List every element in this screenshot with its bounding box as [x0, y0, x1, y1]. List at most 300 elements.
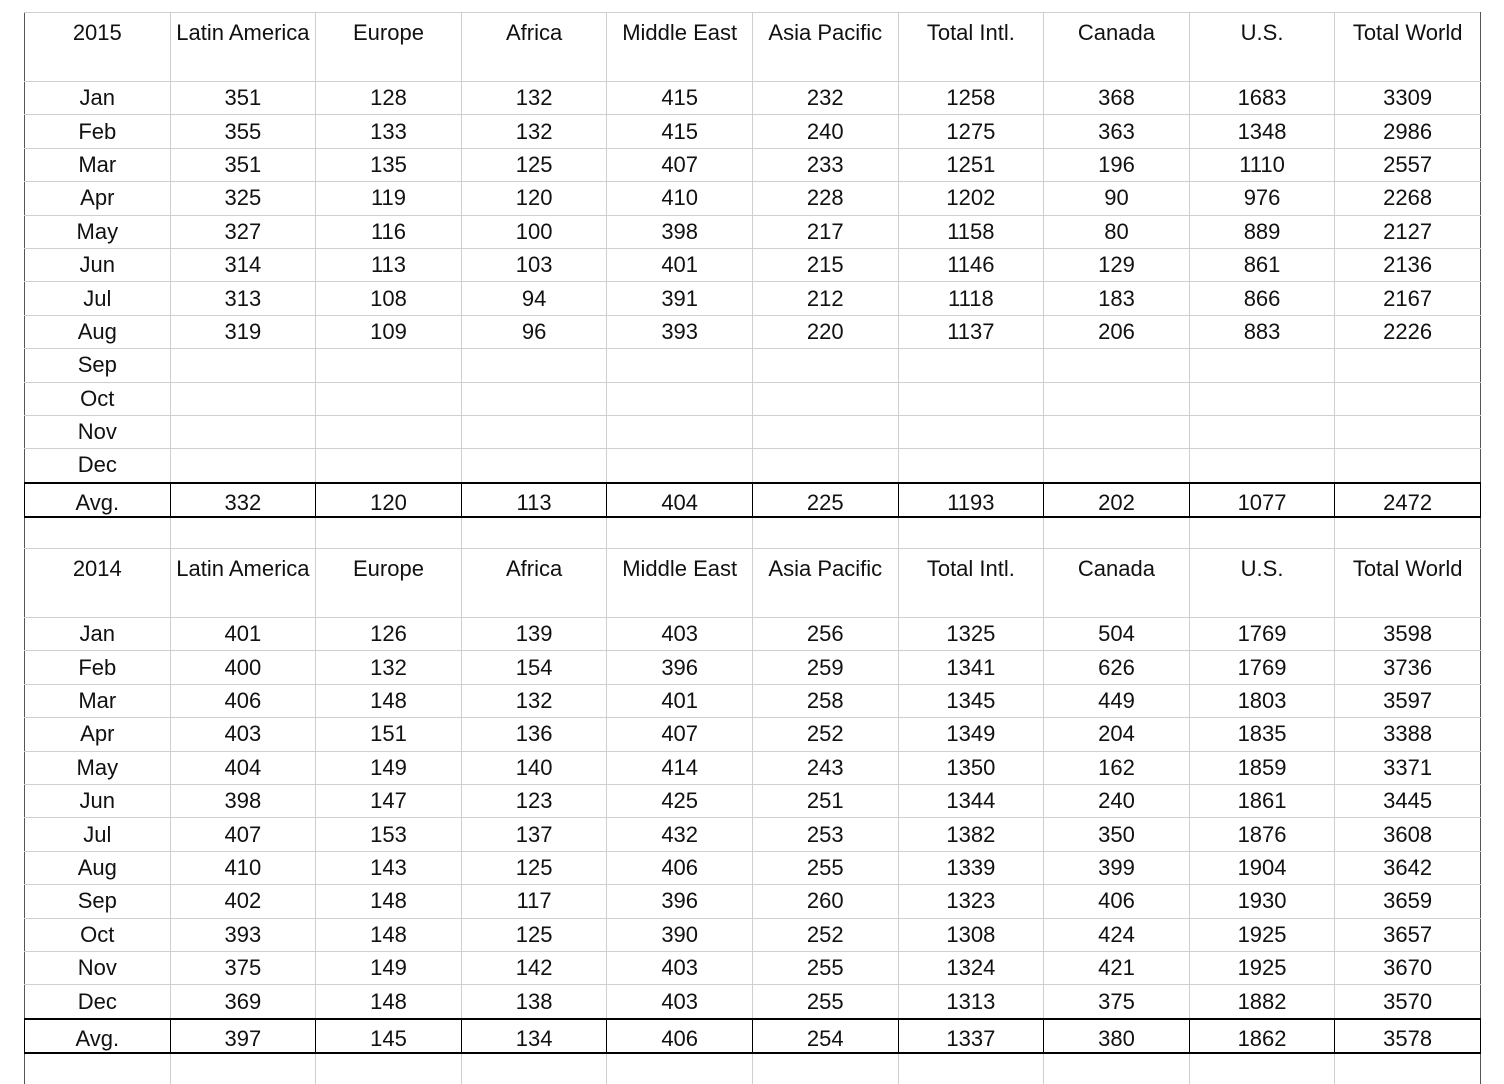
table-cell[interactable]: 113	[316, 248, 462, 281]
table-cell[interactable]: 1325	[898, 618, 1044, 651]
table-cell[interactable]: 252	[752, 918, 898, 951]
table-cell[interactable]	[1189, 415, 1335, 448]
table-cell[interactable]: 369	[170, 985, 316, 1019]
table-cell[interactable]: 1345	[898, 684, 1044, 717]
table-cell[interactable]: 1930	[1189, 885, 1335, 918]
table-cell[interactable]: 126	[316, 618, 462, 651]
table-cell[interactable]: 1904	[1189, 851, 1335, 884]
table-cell[interactable]: 400	[170, 651, 316, 684]
table-cell[interactable]: 351	[170, 82, 316, 115]
table-cell[interactable]: 1308	[898, 918, 1044, 951]
table-cell[interactable]	[170, 1053, 316, 1084]
table-cell[interactable]: 449	[1044, 684, 1190, 717]
table-cell[interactable]: 889	[1189, 215, 1335, 248]
row-label-cell[interactable]: May	[25, 215, 171, 248]
table-cell[interactable]: 2268	[1335, 182, 1481, 215]
table-cell[interactable]: 148	[316, 985, 462, 1019]
table-cell[interactable]	[752, 1053, 898, 1084]
table-cell[interactable]: 103	[461, 248, 607, 281]
table-cell[interactable]: 1339	[898, 851, 1044, 884]
table-cell[interactable]	[1044, 1053, 1190, 1084]
table-cell[interactable]: 313	[170, 282, 316, 315]
column-header-cell[interactable]: 2014	[25, 549, 171, 618]
table-cell[interactable]: 139	[461, 618, 607, 651]
table-cell[interactable]: 215	[752, 248, 898, 281]
table-cell[interactable]	[1044, 349, 1190, 382]
column-header-cell[interactable]: Total World	[1335, 13, 1481, 82]
table-cell[interactable]: 149	[316, 751, 462, 784]
table-cell[interactable]	[316, 415, 462, 448]
table-cell[interactable]: 380	[1044, 1019, 1190, 1053]
table-cell[interactable]: 128	[316, 82, 462, 115]
row-label-cell[interactable]: Sep	[25, 885, 171, 918]
table-cell[interactable]: 1137	[898, 315, 1044, 348]
table-cell[interactable]: 204	[1044, 718, 1190, 751]
table-cell[interactable]: 142	[461, 951, 607, 984]
table-cell[interactable]: 183	[1044, 282, 1190, 315]
table-cell[interactable]: 403	[607, 985, 753, 1019]
table-cell[interactable]: 3736	[1335, 651, 1481, 684]
table-cell[interactable]: 259	[752, 651, 898, 684]
table-cell[interactable]: 134	[461, 1019, 607, 1053]
table-cell[interactable]: 403	[607, 951, 753, 984]
column-header-cell[interactable]: 2015	[25, 13, 171, 82]
row-label-cell[interactable]	[25, 1053, 171, 1084]
row-label-cell[interactable]: Apr	[25, 718, 171, 751]
row-label-cell[interactable]: Nov	[25, 951, 171, 984]
row-label-cell[interactable]: Avg.	[25, 1019, 171, 1053]
table-cell[interactable]: 1925	[1189, 918, 1335, 951]
table-cell[interactable]: 866	[1189, 282, 1335, 315]
table-cell[interactable]	[461, 449, 607, 483]
table-cell[interactable]: 132	[461, 115, 607, 148]
table-cell[interactable]: 404	[170, 751, 316, 784]
table-cell[interactable]: 154	[461, 651, 607, 684]
table-cell[interactable]: 113	[461, 483, 607, 517]
table-cell[interactable]: 258	[752, 684, 898, 717]
table-cell[interactable]: 3578	[1335, 1019, 1481, 1053]
table-cell[interactable]	[461, 517, 607, 549]
row-label-cell[interactable]: Feb	[25, 651, 171, 684]
table-cell[interactable]: 1158	[898, 215, 1044, 248]
table-cell[interactable]: 883	[1189, 315, 1335, 348]
table-cell[interactable]	[607, 517, 753, 549]
table-cell[interactable]: 406	[607, 1019, 753, 1053]
table-cell[interactable]: 1323	[898, 885, 1044, 918]
table-cell[interactable]	[1189, 517, 1335, 549]
table-cell[interactable]: 1251	[898, 148, 1044, 181]
table-cell[interactable]: 1313	[898, 985, 1044, 1019]
table-cell[interactable]: 414	[607, 751, 753, 784]
table-cell[interactable]: 1835	[1189, 718, 1335, 751]
table-cell[interactable]: 391	[607, 282, 753, 315]
row-label-cell[interactable]: Jan	[25, 82, 171, 115]
table-cell[interactable]: 1337	[898, 1019, 1044, 1053]
table-cell[interactable]: 240	[752, 115, 898, 148]
table-cell[interactable]: 2136	[1335, 248, 1481, 281]
column-header-cell[interactable]: Canada	[1044, 13, 1190, 82]
table-cell[interactable]: 325	[170, 182, 316, 215]
table-cell[interactable]: 3642	[1335, 851, 1481, 884]
row-label-cell[interactable]: Jul	[25, 282, 171, 315]
row-label-cell[interactable]: Mar	[25, 684, 171, 717]
table-cell[interactable]: 1683	[1189, 82, 1335, 115]
table-cell[interactable]: 1344	[898, 785, 1044, 818]
table-cell[interactable]: 406	[170, 684, 316, 717]
table-cell[interactable]	[752, 382, 898, 415]
column-header-cell[interactable]: Africa	[461, 549, 607, 618]
table-cell[interactable]: 396	[607, 885, 753, 918]
table-cell[interactable]: 136	[461, 718, 607, 751]
table-cell[interactable]: 393	[170, 918, 316, 951]
table-cell[interactable]: 404	[607, 483, 753, 517]
table-cell[interactable]	[170, 415, 316, 448]
column-header-cell[interactable]: Middle East	[607, 549, 753, 618]
table-cell[interactable]: 228	[752, 182, 898, 215]
column-header-cell[interactable]: Europe	[316, 549, 462, 618]
table-cell[interactable]: 251	[752, 785, 898, 818]
table-cell[interactable]: 2167	[1335, 282, 1481, 315]
table-cell[interactable]: 1882	[1189, 985, 1335, 1019]
table-cell[interactable]: 256	[752, 618, 898, 651]
table-cell[interactable]: 255	[752, 851, 898, 884]
table-cell[interactable]: 3670	[1335, 951, 1481, 984]
table-cell[interactable]: 196	[1044, 148, 1190, 181]
row-label-cell[interactable]: Jan	[25, 618, 171, 651]
table-cell[interactable]	[1335, 449, 1481, 483]
table-cell[interactable]	[461, 1053, 607, 1084]
table-cell[interactable]	[1044, 517, 1190, 549]
table-cell[interactable]: 350	[1044, 818, 1190, 851]
table-cell[interactable]: 133	[316, 115, 462, 148]
table-cell[interactable]: 1110	[1189, 148, 1335, 181]
row-label-cell[interactable]: Oct	[25, 918, 171, 951]
table-cell[interactable]: 2986	[1335, 115, 1481, 148]
table-cell[interactable]: 425	[607, 785, 753, 818]
table-cell[interactable]: 254	[752, 1019, 898, 1053]
table-cell[interactable]: 232	[752, 82, 898, 115]
table-cell[interactable]	[1044, 382, 1190, 415]
table-cell[interactable]: 3659	[1335, 885, 1481, 918]
table-cell[interactable]	[607, 349, 753, 382]
table-cell[interactable]	[607, 415, 753, 448]
table-cell[interactable]: 319	[170, 315, 316, 348]
column-header-cell[interactable]: Total World	[1335, 549, 1481, 618]
row-label-cell[interactable]: Jun	[25, 248, 171, 281]
table-cell[interactable]: 401	[607, 248, 753, 281]
table-cell[interactable]: 149	[316, 951, 462, 984]
table-cell[interactable]: 3608	[1335, 818, 1481, 851]
table-cell[interactable]	[316, 517, 462, 549]
table-cell[interactable]: 217	[752, 215, 898, 248]
table-cell[interactable]: 233	[752, 148, 898, 181]
column-header-cell[interactable]: Asia Pacific	[752, 549, 898, 618]
table-cell[interactable]	[1189, 449, 1335, 483]
table-cell[interactable]: 120	[316, 483, 462, 517]
table-cell[interactable]: 1202	[898, 182, 1044, 215]
table-cell[interactable]: 432	[607, 818, 753, 851]
table-cell[interactable]: 119	[316, 182, 462, 215]
table-cell[interactable]	[170, 449, 316, 483]
table-cell[interactable]	[752, 415, 898, 448]
column-header-cell[interactable]: U.S.	[1189, 13, 1335, 82]
table-cell[interactable]: 399	[1044, 851, 1190, 884]
table-cell[interactable]	[898, 449, 1044, 483]
table-cell[interactable]: 137	[461, 818, 607, 851]
row-label-cell[interactable]: Nov	[25, 415, 171, 448]
table-cell[interactable]: 1769	[1189, 618, 1335, 651]
table-cell[interactable]	[461, 415, 607, 448]
table-cell[interactable]: 1324	[898, 951, 1044, 984]
table-cell[interactable]: 390	[607, 918, 753, 951]
row-label-cell[interactable]: Aug	[25, 851, 171, 884]
table-cell[interactable]: 3570	[1335, 985, 1481, 1019]
column-header-cell[interactable]: Africa	[461, 13, 607, 82]
table-cell[interactable]	[1335, 382, 1481, 415]
table-cell[interactable]: 108	[316, 282, 462, 315]
table-cell[interactable]: 1803	[1189, 684, 1335, 717]
table-cell[interactable]: 3309	[1335, 82, 1481, 115]
table-cell[interactable]: 220	[752, 315, 898, 348]
table-cell[interactable]: 80	[1044, 215, 1190, 248]
table-cell[interactable]: 135	[316, 148, 462, 181]
table-cell[interactable]: 424	[1044, 918, 1190, 951]
table-cell[interactable]	[752, 349, 898, 382]
table-cell[interactable]: 1193	[898, 483, 1044, 517]
table-cell[interactable]	[1335, 517, 1481, 549]
table-cell[interactable]: 403	[170, 718, 316, 751]
table-cell[interactable]: 407	[607, 718, 753, 751]
table-cell[interactable]: 243	[752, 751, 898, 784]
table-cell[interactable]: 132	[461, 684, 607, 717]
column-header-cell[interactable]: Asia Pacific	[752, 13, 898, 82]
table-cell[interactable]: 148	[316, 684, 462, 717]
row-label-cell[interactable]: May	[25, 751, 171, 784]
table-cell[interactable]: 147	[316, 785, 462, 818]
table-cell[interactable]: 1118	[898, 282, 1044, 315]
table-cell[interactable]: 504	[1044, 618, 1190, 651]
table-cell[interactable]: 138	[461, 985, 607, 1019]
table-cell[interactable]: 145	[316, 1019, 462, 1053]
table-cell[interactable]: 1348	[1189, 115, 1335, 148]
table-cell[interactable]: 1925	[1189, 951, 1335, 984]
table-cell[interactable]: 148	[316, 918, 462, 951]
table-cell[interactable]	[898, 1053, 1044, 1084]
table-cell[interactable]: 398	[607, 215, 753, 248]
table-cell[interactable]: 1258	[898, 82, 1044, 115]
table-cell[interactable]: 1382	[898, 818, 1044, 851]
table-cell[interactable]	[170, 517, 316, 549]
table-cell[interactable]: 255	[752, 951, 898, 984]
table-cell[interactable]: 225	[752, 483, 898, 517]
table-cell[interactable]: 396	[607, 651, 753, 684]
table-cell[interactable]: 626	[1044, 651, 1190, 684]
row-label-cell[interactable]: Mar	[25, 148, 171, 181]
table-cell[interactable]: 240	[1044, 785, 1190, 818]
table-cell[interactable]: 260	[752, 885, 898, 918]
table-cell[interactable]: 132	[461, 82, 607, 115]
column-header-cell[interactable]: Total Intl.	[898, 549, 1044, 618]
table-cell[interactable]: 332	[170, 483, 316, 517]
row-label-cell[interactable]: Apr	[25, 182, 171, 215]
table-cell[interactable]: 3445	[1335, 785, 1481, 818]
table-cell[interactable]: 407	[170, 818, 316, 851]
table-cell[interactable]: 162	[1044, 751, 1190, 784]
row-label-cell[interactable]: Aug	[25, 315, 171, 348]
table-cell[interactable]: 398	[170, 785, 316, 818]
table-cell[interactable]	[170, 382, 316, 415]
row-label-cell[interactable]: Dec	[25, 449, 171, 483]
table-cell[interactable]	[461, 349, 607, 382]
table-cell[interactable]	[1044, 415, 1190, 448]
table-cell[interactable]: 402	[170, 885, 316, 918]
table-cell[interactable]: 143	[316, 851, 462, 884]
table-cell[interactable]: 116	[316, 215, 462, 248]
table-cell[interactable]	[1189, 349, 1335, 382]
row-label-cell[interactable]: Jul	[25, 818, 171, 851]
table-cell[interactable]: 415	[607, 82, 753, 115]
table-cell[interactable]	[898, 517, 1044, 549]
table-cell[interactable]: 406	[1044, 885, 1190, 918]
table-cell[interactable]: 132	[316, 651, 462, 684]
table-cell[interactable]: 314	[170, 248, 316, 281]
table-cell[interactable]: 1876	[1189, 818, 1335, 851]
table-cell[interactable]: 2557	[1335, 148, 1481, 181]
table-cell[interactable]: 368	[1044, 82, 1190, 115]
table-cell[interactable]: 96	[461, 315, 607, 348]
table-cell[interactable]	[316, 1053, 462, 1084]
table-cell[interactable]: 403	[607, 618, 753, 651]
table-cell[interactable]	[1044, 449, 1190, 483]
table-cell[interactable]: 1769	[1189, 651, 1335, 684]
table-cell[interactable]: 401	[170, 618, 316, 651]
table-cell[interactable]: 94	[461, 282, 607, 315]
row-label-cell[interactable]: Jun	[25, 785, 171, 818]
table-cell[interactable]: 252	[752, 718, 898, 751]
table-cell[interactable]: 1859	[1189, 751, 1335, 784]
table-cell[interactable]: 125	[461, 918, 607, 951]
table-cell[interactable]: 148	[316, 885, 462, 918]
table-cell[interactable]	[752, 449, 898, 483]
table-cell[interactable]: 410	[170, 851, 316, 884]
table-cell[interactable]: 1077	[1189, 483, 1335, 517]
table-cell[interactable]: 125	[461, 851, 607, 884]
table-cell[interactable]: 3657	[1335, 918, 1481, 951]
table-cell[interactable]	[607, 1053, 753, 1084]
table-cell[interactable]	[170, 349, 316, 382]
table-cell[interactable]: 415	[607, 115, 753, 148]
table-cell[interactable]	[1189, 382, 1335, 415]
table-cell[interactable]: 1862	[1189, 1019, 1335, 1053]
row-label-cell[interactable]: Oct	[25, 382, 171, 415]
row-label-cell[interactable]	[25, 517, 171, 549]
table-cell[interactable]: 2226	[1335, 315, 1481, 348]
table-cell[interactable]	[1335, 1053, 1481, 1084]
table-cell[interactable]: 206	[1044, 315, 1190, 348]
table-cell[interactable]: 202	[1044, 483, 1190, 517]
table-cell[interactable]: 2127	[1335, 215, 1481, 248]
column-header-cell[interactable]: Latin America	[170, 13, 316, 82]
table-cell[interactable]	[1335, 349, 1481, 382]
table-cell[interactable]	[752, 517, 898, 549]
table-cell[interactable]: 120	[461, 182, 607, 215]
table-cell[interactable]: 253	[752, 818, 898, 851]
table-cell[interactable]: 1341	[898, 651, 1044, 684]
table-cell[interactable]: 151	[316, 718, 462, 751]
table-cell[interactable]: 327	[170, 215, 316, 248]
column-header-cell[interactable]: U.S.	[1189, 549, 1335, 618]
table-cell[interactable]: 410	[607, 182, 753, 215]
table-cell[interactable]: 363	[1044, 115, 1190, 148]
table-cell[interactable]	[1335, 415, 1481, 448]
table-cell[interactable]: 3388	[1335, 718, 1481, 751]
table-cell[interactable]: 140	[461, 751, 607, 784]
table-cell[interactable]: 1349	[898, 718, 1044, 751]
row-label-cell[interactable]: Feb	[25, 115, 171, 148]
table-cell[interactable]: 1350	[898, 751, 1044, 784]
table-cell[interactable]: 109	[316, 315, 462, 348]
table-cell[interactable]: 3597	[1335, 684, 1481, 717]
table-cell[interactable]: 123	[461, 785, 607, 818]
table-cell[interactable]: 407	[607, 148, 753, 181]
table-cell[interactable]: 129	[1044, 248, 1190, 281]
table-cell[interactable]: 401	[607, 684, 753, 717]
column-header-cell[interactable]: Canada	[1044, 549, 1190, 618]
table-cell[interactable]	[607, 449, 753, 483]
table-cell[interactable]: 1861	[1189, 785, 1335, 818]
table-cell[interactable]: 861	[1189, 248, 1335, 281]
table-cell[interactable]: 351	[170, 148, 316, 181]
table-cell[interactable]: 90	[1044, 182, 1190, 215]
table-cell[interactable]: 3371	[1335, 751, 1481, 784]
table-cell[interactable]: 976	[1189, 182, 1335, 215]
column-header-cell[interactable]: Total Intl.	[898, 13, 1044, 82]
column-header-cell[interactable]: Europe	[316, 13, 462, 82]
table-cell[interactable]: 117	[461, 885, 607, 918]
table-cell[interactable]: 355	[170, 115, 316, 148]
table-cell[interactable]: 125	[461, 148, 607, 181]
column-header-cell[interactable]: Middle East	[607, 13, 753, 82]
table-cell[interactable]	[461, 382, 607, 415]
table-cell[interactable]	[316, 449, 462, 483]
table-cell[interactable]	[316, 349, 462, 382]
row-label-cell[interactable]: Avg.	[25, 483, 171, 517]
table-cell[interactable]: 153	[316, 818, 462, 851]
table-cell[interactable]: 397	[170, 1019, 316, 1053]
table-cell[interactable]	[316, 382, 462, 415]
table-cell[interactable]: 406	[607, 851, 753, 884]
row-label-cell[interactable]: Sep	[25, 349, 171, 382]
table-cell[interactable]	[898, 382, 1044, 415]
table-cell[interactable]	[898, 415, 1044, 448]
row-label-cell[interactable]: Dec	[25, 985, 171, 1019]
table-cell[interactable]: 421	[1044, 951, 1190, 984]
table-cell[interactable]: 1146	[898, 248, 1044, 281]
table-cell[interactable]	[1189, 1053, 1335, 1084]
table-cell[interactable]: 100	[461, 215, 607, 248]
table-cell[interactable]: 1275	[898, 115, 1044, 148]
column-header-cell[interactable]: Latin America	[170, 549, 316, 618]
table-cell[interactable]: 212	[752, 282, 898, 315]
table-cell[interactable]: 375	[170, 951, 316, 984]
table-cell[interactable]: 375	[1044, 985, 1190, 1019]
table-cell[interactable]	[898, 349, 1044, 382]
table-cell[interactable]: 3598	[1335, 618, 1481, 651]
table-cell[interactable]: 255	[752, 985, 898, 1019]
table-cell[interactable]	[607, 382, 753, 415]
table-cell[interactable]: 2472	[1335, 483, 1481, 517]
table-cell[interactable]: 393	[607, 315, 753, 348]
